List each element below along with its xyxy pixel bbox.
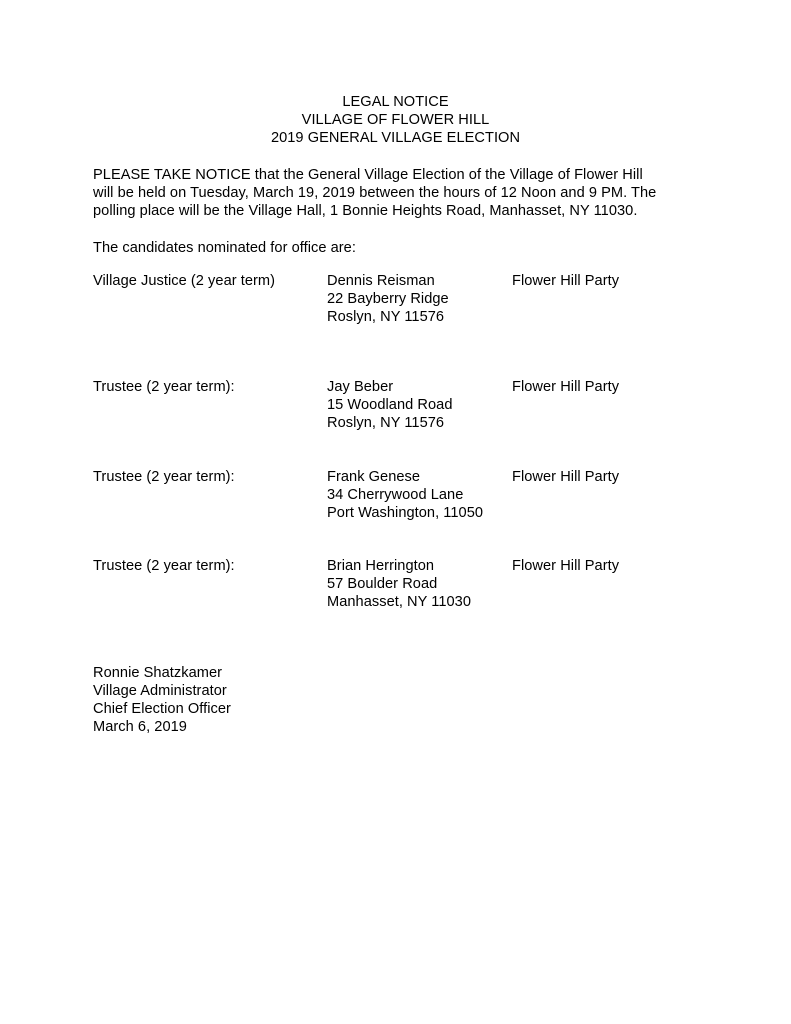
candidate-address-street: 57 Boulder Road bbox=[327, 576, 438, 592]
candidate-address-street: 22 Bayberry Ridge bbox=[327, 291, 449, 307]
candidate-office: Trustee (2 year term): bbox=[93, 558, 235, 574]
notice-paragraph-line: PLEASE TAKE NOTICE that the General Village Election of the Village of Flower Hill bbox=[93, 167, 643, 183]
signatory-name: Ronnie Shatzkamer bbox=[93, 665, 223, 681]
notice-heading: LEGAL NOTICE bbox=[342, 94, 449, 110]
candidate-name: Frank Genese bbox=[327, 469, 421, 485]
village-name-heading: VILLAGE OF FLOWER HILL bbox=[301, 112, 490, 128]
notice-paragraph-line: will be held on Tuesday, March 19, 2019 between the hours of 12 Noon and 9 PM. The bbox=[93, 185, 657, 201]
candidate-name: Dennis Reisman bbox=[327, 273, 435, 289]
signatory-title: Chief Election Officer bbox=[93, 701, 231, 717]
candidate-party: Flower Hill Party bbox=[512, 273, 620, 289]
candidate-address-city: Manhasset, NY 11030 bbox=[327, 594, 472, 610]
signatory-title: Village Administrator bbox=[93, 683, 227, 699]
candidate-office: Village Justice (2 year term) bbox=[93, 273, 276, 289]
candidate-address-city: Roslyn, NY 11576 bbox=[327, 415, 445, 431]
candidate-name: Jay Beber bbox=[327, 379, 394, 395]
notice-date: March 6, 2019 bbox=[93, 719, 187, 735]
candidate-office: Trustee (2 year term): bbox=[93, 379, 235, 395]
candidate-address-city: Port Washington, 11050 bbox=[327, 505, 484, 521]
notice-paragraph-line: polling place will be the Village Hall, 1 Bonnie Heights Road, Manhasset, NY 11030. bbox=[93, 203, 638, 219]
candidate-party: Flower Hill Party bbox=[512, 469, 620, 485]
candidate-address-street: 15 Woodland Road bbox=[327, 397, 453, 413]
candidate-address-street: 34 Cherrywood Lane bbox=[327, 487, 464, 503]
candidate-party: Flower Hill Party bbox=[512, 558, 620, 574]
candidate-name: Brian Herrington bbox=[327, 558, 435, 574]
candidate-party: Flower Hill Party bbox=[512, 379, 620, 395]
election-heading: 2019 GENERAL VILLAGE ELECTION bbox=[270, 130, 521, 146]
candidates-intro: The candidates nominated for office are: bbox=[93, 240, 356, 256]
candidate-address-city: Roslyn, NY 11576 bbox=[327, 309, 445, 325]
candidate-office: Trustee (2 year term): bbox=[93, 469, 235, 485]
